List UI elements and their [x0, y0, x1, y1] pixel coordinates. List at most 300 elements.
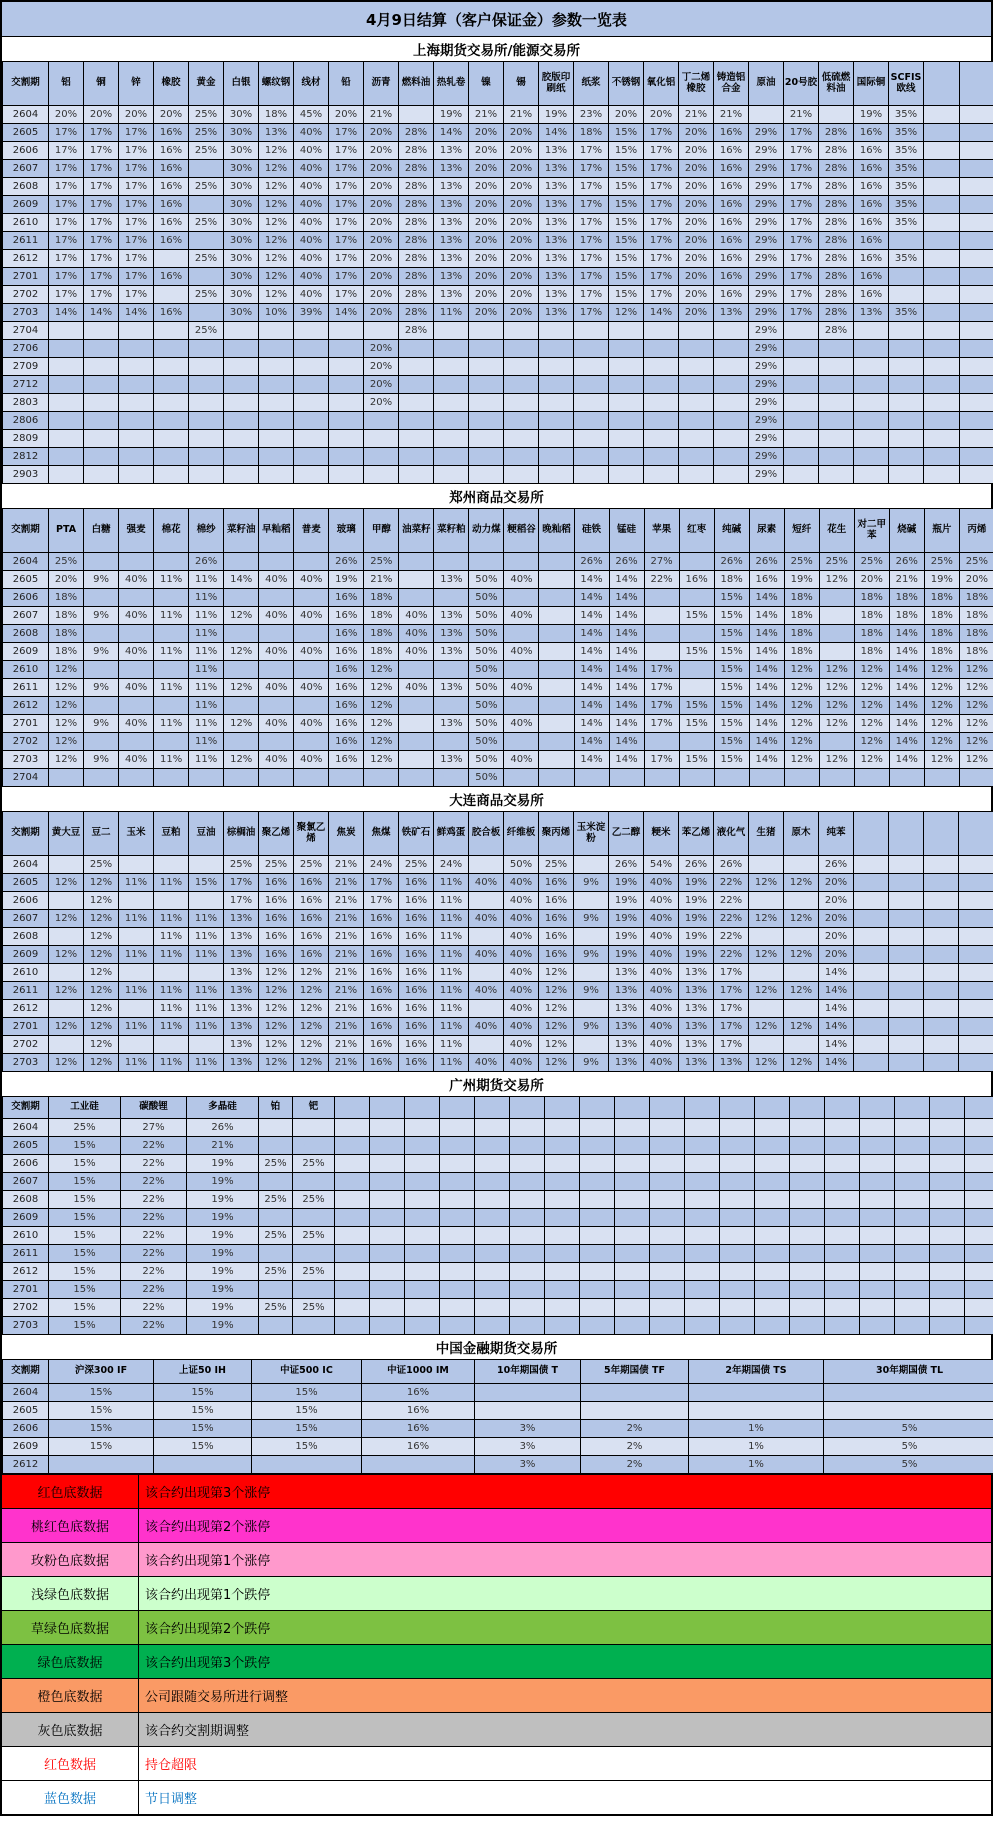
margin-cell: 17% — [714, 1036, 749, 1054]
period-cell: 2605 — [3, 124, 49, 142]
blank-cell — [930, 1209, 965, 1227]
margin-cell: 15% — [49, 1281, 121, 1299]
margin-cell: 16% — [154, 124, 189, 142]
margin-cell: 16% — [154, 214, 189, 232]
margin-cell — [294, 376, 329, 394]
margin-cell — [469, 430, 504, 448]
legend-label: 红色底数据 — [2, 1475, 139, 1508]
margin-cell: 13% — [539, 196, 574, 214]
blank-cell — [335, 1245, 370, 1263]
blank-cell — [924, 124, 960, 142]
blank-cell — [545, 1209, 580, 1227]
legend-row — [2, 1678, 991, 1712]
margin-cell: 19% — [679, 928, 714, 946]
blank-cell — [545, 1245, 580, 1263]
margin-cell: 11% — [434, 910, 469, 928]
margin-cell: 35% — [889, 196, 924, 214]
margin-cell — [889, 322, 924, 340]
column-header: 锌 — [119, 62, 154, 106]
margin-cell: 11% — [154, 910, 189, 928]
margin-cell: 11% — [154, 982, 189, 1000]
margin-cell: 16% — [714, 160, 749, 178]
legend-description: 该合约出现第3个涨停 — [145, 1486, 271, 1501]
table-row — [3, 1384, 993, 1402]
margin-cell: 16% — [854, 124, 889, 142]
blank-cell — [755, 1317, 790, 1335]
margin-cell: 20% — [364, 250, 399, 268]
margin-cell: 18% — [959, 589, 993, 607]
margin-cell: 28% — [819, 250, 854, 268]
margin-cell: 20% — [819, 892, 854, 910]
blank-cell — [895, 1209, 930, 1227]
margin-cell: 40% — [504, 751, 539, 769]
legend-row — [2, 1474, 991, 1508]
margin-cell: 12% — [784, 946, 819, 964]
margin-cell: 11% — [189, 715, 224, 733]
margin-cell — [539, 679, 574, 697]
blank-cell — [545, 1119, 580, 1137]
margin-cell: 19% — [329, 571, 364, 589]
margin-cell — [154, 697, 189, 715]
margin-cell: 40% — [469, 1018, 504, 1036]
margin-cell: 30% — [224, 214, 259, 232]
margin-cell: 17% — [329, 160, 364, 178]
period-cell: 2611 — [3, 982, 49, 1000]
blank-cell — [335, 1317, 370, 1335]
margin-cell: 17% — [644, 214, 679, 232]
blank-cell — [545, 1191, 580, 1209]
margin-cell: 9% — [84, 679, 119, 697]
blank-cell — [335, 1191, 370, 1209]
margin-cell: 20% — [609, 106, 644, 124]
margin-cell — [294, 769, 329, 787]
blank-cell — [965, 1299, 993, 1317]
blank-cell — [924, 214, 960, 232]
margin-cell — [224, 697, 259, 715]
margin-cell — [84, 322, 119, 340]
margin-cell: 13% — [224, 982, 259, 1000]
margin-cell — [259, 376, 294, 394]
blank-cell — [790, 1245, 825, 1263]
margin-cell: 16% — [329, 697, 364, 715]
margin-cell: 25% — [784, 553, 819, 571]
blank-cell — [959, 856, 993, 874]
margin-cell — [469, 466, 504, 484]
blank-cell — [650, 1299, 685, 1317]
margin-cell: 17% — [49, 268, 84, 286]
margin-cell — [49, 466, 84, 484]
margin-cell — [819, 466, 854, 484]
margin-cell — [399, 733, 434, 751]
margin-cell: 16% — [399, 874, 434, 892]
margin-cell: 12% — [84, 892, 119, 910]
blank-cell — [960, 466, 993, 484]
margin-cell: 25% — [399, 856, 434, 874]
margin-cell — [154, 769, 189, 787]
margin-cell: 40% — [294, 286, 329, 304]
margin-cell: 17% — [644, 196, 679, 214]
period-cell: 2702 — [3, 1036, 49, 1054]
margin-cell: 16% — [854, 178, 889, 196]
table-row — [3, 430, 993, 448]
margin-cell: 17% — [784, 286, 819, 304]
margin-cell — [293, 1173, 335, 1191]
period-cell: 2606 — [3, 142, 49, 160]
margin-cell: 11% — [154, 1000, 189, 1018]
margin-cell: 25% — [84, 856, 119, 874]
blank-cell — [960, 322, 993, 340]
margin-cell: 17% — [84, 286, 119, 304]
blank-cell — [965, 1119, 993, 1137]
table-row — [3, 340, 993, 358]
margin-cell: 9% — [574, 946, 609, 964]
margin-cell — [434, 769, 469, 787]
blank-cell — [545, 1317, 580, 1335]
table-row — [3, 358, 993, 376]
column-header: 焦煤 — [364, 812, 399, 856]
margin-cell: 40% — [504, 928, 539, 946]
margin-cell — [644, 769, 679, 787]
blank-cell — [615, 1191, 650, 1209]
margin-cell — [399, 715, 434, 733]
margin-cell: 12% — [259, 982, 294, 1000]
margin-cell: 12% — [959, 751, 993, 769]
margin-cell: 16% — [329, 607, 364, 625]
blank-cell — [335, 1263, 370, 1281]
margin-cell — [49, 358, 84, 376]
margin-cell — [504, 769, 539, 787]
blank-cell — [854, 910, 889, 928]
margin-cell: 1% — [689, 1438, 824, 1456]
margin-cell: 14% — [574, 733, 609, 751]
margin-cell — [714, 412, 749, 430]
margin-cell: 19% — [187, 1191, 259, 1209]
blank-cell — [959, 874, 993, 892]
column-header: 玉米 — [119, 812, 154, 856]
margin-cell: 26% — [574, 553, 609, 571]
margin-cell: 15% — [609, 232, 644, 250]
margin-cell — [189, 466, 224, 484]
margin-cell — [889, 430, 924, 448]
margin-cell: 20% — [469, 250, 504, 268]
margin-cell — [854, 412, 889, 430]
blank-cell — [895, 1191, 930, 1209]
margin-cell: 18% — [784, 643, 819, 661]
margin-cell: 18% — [574, 124, 609, 142]
margin-cell — [539, 448, 574, 466]
margin-cell: 50% — [469, 751, 504, 769]
margin-cell: 11% — [189, 1018, 224, 1036]
margin-cell — [259, 430, 294, 448]
column-header: 白糖 — [84, 509, 119, 553]
margin-cell: 25% — [189, 124, 224, 142]
blank-header — [755, 1097, 790, 1119]
blank-cell — [889, 928, 924, 946]
margin-cell: 17% — [714, 1000, 749, 1018]
blank-cell — [930, 1119, 965, 1137]
margin-cell: 29% — [749, 412, 784, 430]
margin-cell: 17% — [49, 214, 84, 232]
margin-cell — [154, 286, 189, 304]
cffex-exchange-title: 中国金融期货交易所 — [2, 1335, 991, 1359]
margin-cell: 22% — [714, 874, 749, 892]
margin-cell: 18% — [49, 643, 84, 661]
blank-cell — [370, 1173, 405, 1191]
margin-cell: 11% — [154, 751, 189, 769]
margin-cell: 12% — [854, 733, 889, 751]
margin-cell: 19% — [609, 892, 644, 910]
margin-cell — [574, 412, 609, 430]
margin-cell — [784, 769, 819, 787]
margin-cell: 20% — [364, 142, 399, 160]
margin-cell: 15% — [49, 1438, 154, 1456]
margin-cell — [259, 448, 294, 466]
margin-cell: 12% — [819, 715, 854, 733]
margin-cell — [504, 394, 539, 412]
margin-cell — [119, 322, 154, 340]
margin-cell: 18% — [924, 643, 959, 661]
margin-cell: 12% — [749, 982, 784, 1000]
period-cell: 2611 — [3, 232, 49, 250]
margin-cell — [259, 1119, 293, 1137]
margin-cell — [294, 589, 329, 607]
margin-cell: 12% — [49, 715, 84, 733]
margin-cell — [119, 430, 154, 448]
margin-cell: 16% — [714, 286, 749, 304]
margin-cell: 16% — [399, 1018, 434, 1036]
margin-cell: 11% — [434, 1018, 469, 1036]
margin-cell — [189, 412, 224, 430]
margin-cell: 28% — [819, 124, 854, 142]
margin-cell: 17% — [714, 1018, 749, 1036]
margin-cell: 22% — [644, 571, 679, 589]
blank-cell — [370, 1281, 405, 1299]
margin-cell: 11% — [189, 697, 224, 715]
margin-cell: 20% — [154, 106, 189, 124]
table-row — [3, 412, 993, 430]
margin-cell: 20% — [469, 178, 504, 196]
margin-cell: 28% — [819, 286, 854, 304]
margin-cell: 20% — [364, 304, 399, 322]
margin-cell: 30% — [224, 286, 259, 304]
margin-cell — [84, 553, 119, 571]
margin-cell — [329, 466, 364, 484]
margin-cell — [819, 340, 854, 358]
blank-cell — [650, 1317, 685, 1335]
margin-cell — [504, 625, 539, 643]
blank-cell — [790, 1209, 825, 1227]
blank-cell — [965, 1173, 993, 1191]
blank-cell — [960, 448, 993, 466]
margin-cell: 50% — [469, 625, 504, 643]
blank-cell — [510, 1317, 545, 1335]
column-header: 10年期国债 T — [475, 1360, 581, 1384]
column-header: 丙烯 — [959, 509, 993, 553]
margin-cell: 16% — [399, 892, 434, 910]
margin-cell — [49, 340, 84, 358]
margin-cell: 40% — [119, 643, 154, 661]
blank-cell — [755, 1119, 790, 1137]
dce-margin-table — [2, 811, 993, 1072]
margin-cell: 21% — [679, 106, 714, 124]
margin-cell: 9% — [84, 751, 119, 769]
margin-cell: 12% — [84, 982, 119, 1000]
column-header: 棕榈油 — [224, 812, 259, 856]
blank-cell — [960, 106, 993, 124]
blank-cell — [965, 1263, 993, 1281]
margin-cell — [329, 322, 364, 340]
margin-cell: 12% — [924, 697, 959, 715]
margin-cell — [189, 340, 224, 358]
margin-cell — [399, 571, 434, 589]
margin-cell: 16% — [329, 643, 364, 661]
blank-header — [650, 1097, 685, 1119]
margin-cell: 18% — [959, 607, 993, 625]
margin-cell — [469, 322, 504, 340]
table-row — [3, 1402, 993, 1420]
column-header: 聚丙烯 — [539, 812, 574, 856]
margin-cell — [294, 322, 329, 340]
margin-cell: 15% — [714, 607, 749, 625]
margin-cell: 15% — [252, 1384, 362, 1402]
column-header: 强麦 — [119, 509, 154, 553]
margin-cell: 1% — [689, 1420, 824, 1438]
blank-cell — [580, 1227, 615, 1245]
margin-cell — [574, 466, 609, 484]
margin-cell: 15% — [252, 1420, 362, 1438]
margin-cell — [469, 394, 504, 412]
blank-cell — [930, 1281, 965, 1299]
margin-cell — [119, 733, 154, 751]
margin-cell: 12% — [224, 679, 259, 697]
margin-cell: 16% — [364, 946, 399, 964]
margin-cell: 40% — [504, 643, 539, 661]
table-row — [3, 928, 993, 946]
margin-cell: 35% — [889, 304, 924, 322]
column-header: 钯 — [293, 1097, 335, 1119]
margin-cell: 18% — [959, 625, 993, 643]
margin-cell: 11% — [119, 982, 154, 1000]
margin-cell: 26% — [187, 1119, 259, 1137]
blank-cell — [720, 1191, 755, 1209]
margin-cell — [504, 661, 539, 679]
blank-cell — [335, 1227, 370, 1245]
blank-cell — [405, 1191, 440, 1209]
margin-cell: 12% — [924, 679, 959, 697]
margin-cell — [189, 268, 224, 286]
margin-cell — [784, 856, 819, 874]
margin-cell: 20% — [504, 214, 539, 232]
margin-cell — [434, 697, 469, 715]
margin-cell: 40% — [119, 715, 154, 733]
margin-cell: 40% — [259, 679, 294, 697]
table-row — [3, 643, 993, 661]
margin-cell — [574, 892, 609, 910]
margin-cell: 17% — [644, 679, 679, 697]
margin-cell: 29% — [749, 214, 784, 232]
margin-cell: 40% — [644, 946, 679, 964]
column-header: 中证500 IC — [252, 1360, 362, 1384]
table-row — [3, 1245, 993, 1263]
margin-cell — [679, 394, 714, 412]
margin-cell: 16% — [714, 250, 749, 268]
margin-cell — [119, 769, 154, 787]
margin-cell: 11% — [189, 679, 224, 697]
margin-cell: 40% — [504, 1054, 539, 1072]
margin-cell: 17% — [644, 232, 679, 250]
margin-cell: 50% — [469, 679, 504, 697]
blank-cell — [790, 1317, 825, 1335]
period-cell: 2702 — [3, 733, 49, 751]
column-header: 不锈钢 — [609, 62, 644, 106]
blank-cell — [924, 322, 960, 340]
margin-cell: 25% — [49, 1119, 121, 1137]
margin-cell — [364, 322, 399, 340]
blank-cell — [854, 982, 889, 1000]
margin-cell: 12% — [364, 679, 399, 697]
margin-cell: 12% — [854, 679, 889, 697]
margin-cell — [399, 466, 434, 484]
margin-cell: 29% — [749, 286, 784, 304]
blank-cell — [960, 286, 993, 304]
margin-cell — [259, 1209, 293, 1227]
margin-cell — [854, 340, 889, 358]
margin-cell: 13% — [609, 1000, 644, 1018]
blank-cell — [685, 1227, 720, 1245]
column-header: 短纤 — [784, 509, 819, 553]
blank-header — [440, 1097, 475, 1119]
margin-cell — [434, 430, 469, 448]
margin-cell: 14% — [574, 571, 609, 589]
margin-cell: 35% — [889, 106, 924, 124]
period-cell: 2701 — [3, 715, 49, 733]
margin-cell: 9% — [84, 607, 119, 625]
period-cell: 2610 — [3, 214, 49, 232]
column-header: 生猪 — [749, 812, 784, 856]
margin-cell: 15% — [679, 697, 714, 715]
period-cell: 2609 — [3, 1209, 49, 1227]
blank-cell — [959, 1054, 993, 1072]
margin-cell — [714, 394, 749, 412]
margin-cell: 40% — [644, 982, 679, 1000]
period-cell: 2803 — [3, 394, 49, 412]
margin-cell — [539, 769, 574, 787]
margin-cell: 14% — [574, 625, 609, 643]
margin-cell — [749, 106, 784, 124]
margin-cell: 18% — [854, 589, 889, 607]
margin-cell — [399, 358, 434, 376]
margin-cell — [259, 340, 294, 358]
margin-cell — [154, 466, 189, 484]
margin-cell: 14% — [574, 643, 609, 661]
margin-cell: 11% — [189, 733, 224, 751]
column-header: 沥青 — [364, 62, 399, 106]
margin-cell: 22% — [121, 1317, 187, 1335]
margin-cell: 13% — [679, 1000, 714, 1018]
period-cell: 2806 — [3, 412, 49, 430]
blank-cell — [615, 1119, 650, 1137]
margin-cell: 25% — [539, 856, 574, 874]
margin-cell: 13% — [679, 982, 714, 1000]
margin-cell: 20% — [119, 106, 154, 124]
blank-cell — [924, 466, 960, 484]
margin-cell: 11% — [154, 643, 189, 661]
blank-cell — [580, 1245, 615, 1263]
margin-cell: 12% — [294, 1054, 329, 1072]
period-cell: 2612 — [3, 697, 49, 715]
margin-cell: 16% — [399, 946, 434, 964]
margin-cell: 25% — [293, 1227, 335, 1245]
